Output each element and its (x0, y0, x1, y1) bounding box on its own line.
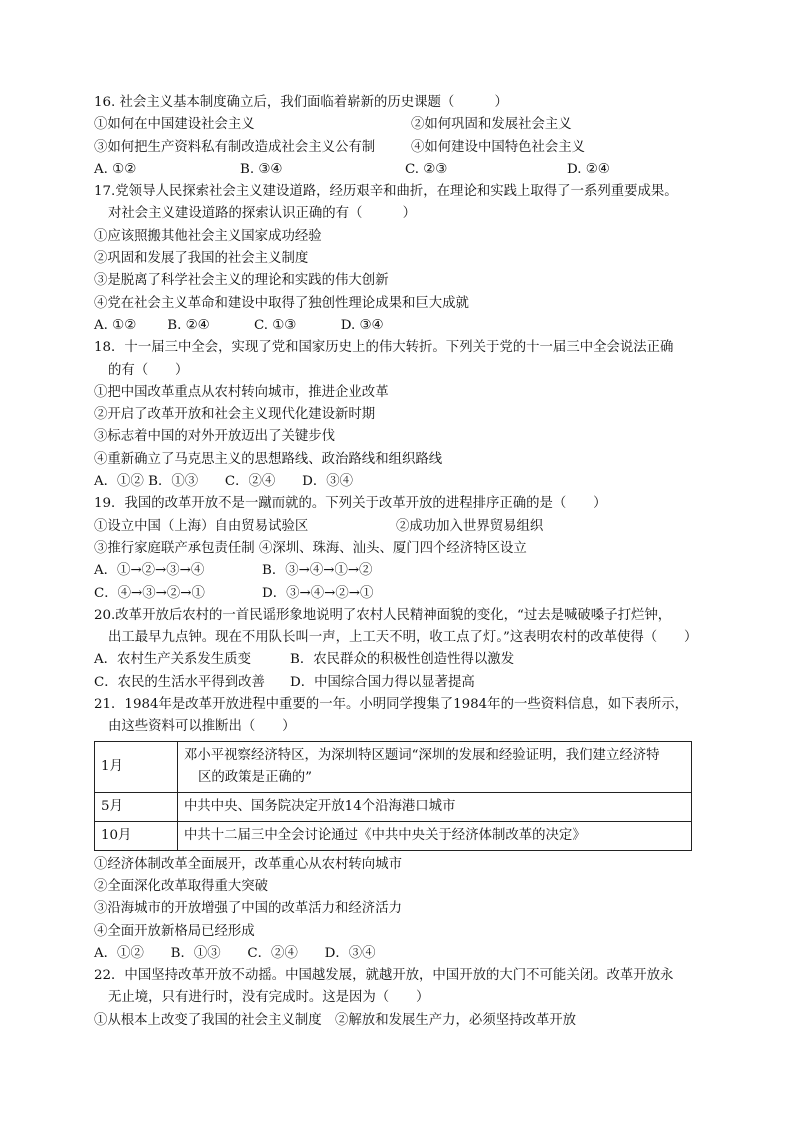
q17-choices: A. ①② B. ②④ C. ①③ D. ③④ (94, 317, 384, 333)
q20-choices-row1 (0, 649, 794, 671)
q18-choices: A．①② B．①③ C．②④ D．③④ (94, 474, 353, 490)
q19-choices-row2 (0, 583, 794, 605)
table-cell-event-line2: 区的政策是正确的” (198, 769, 312, 785)
q21-table (94, 741, 692, 851)
q19-choice-c: C．④→③→②→① (94, 585, 205, 601)
table-cell-event: 中共中央、国务院决定开放14个沿海港口城市 (178, 792, 692, 821)
q21-opt4: ④全面开放新格局已经形成 (94, 923, 255, 939)
q19-stem: 19．我国的改革开放不是一蹴而就的。下列关于改革开放的进程排序正确的是（ ） (94, 496, 607, 512)
q21-opt3: ③沿海城市的开放增强了中国的改革活力和经济活力 (94, 901, 402, 917)
q16-opt1: ①如何在中国建设社会主义 (94, 117, 255, 133)
q22-options-row1: ①从根本上改变了我国的社会主义制度 ②解放和发展生产力，必须坚持改革开放 (94, 1012, 577, 1028)
q21-opt2: ②全面深化改革取得重大突破 (94, 878, 269, 894)
q21-stem-cont: 由这些资料可以推断出（ ） (108, 719, 296, 735)
q16-choice-a: A. ①② (94, 161, 137, 177)
q19-options-row1 (0, 516, 794, 538)
table-cell-month: 5月 (95, 792, 178, 821)
table-row (95, 741, 692, 792)
q16-options-row1 (0, 114, 794, 136)
q21-choices: A．①② B．①③ C．②④ D．③④ (94, 945, 376, 961)
q19-options-row2: ③推行家庭联产承包责任制 ④深圳、珠海、汕头、厦门四个经济特区设立 (94, 540, 527, 556)
table-cell-event: 中共十二届三中全会讨论通过《中共中央关于经济体制改革的决定》 (178, 821, 692, 850)
q18-stem: 18．十一届三中全会，实现了党和国家历史上的伟大转折。下列关于党的十一届三中全会说法正确 (94, 340, 674, 356)
q20-choice-c: C．农民的生活水平得到改善 (94, 674, 265, 690)
q19-opt1: ①设立中国（上海）自由贸易试验区 (94, 518, 309, 534)
q18-stem-cont: 的有（ ） (108, 362, 189, 378)
q16-opt3: ③如何把生产资料私有制改造成社会主义公有制 (94, 139, 376, 155)
q22-stem-cont: 无止境，只有进行时，没有完成时。这是因为（ ） (108, 990, 430, 1006)
q19-choice-a: A．①→②→③→④ (94, 563, 205, 579)
q16-stem: 16. 社会主义基本制度确立后，我们面临着崭新的历史课题（ ） (94, 95, 508, 110)
q16-choice-b: B. ③④ (240, 161, 283, 177)
q20-choice-d: D．中国综合国力得以显著提高 (290, 674, 475, 690)
q19-choices-row1 (0, 560, 794, 582)
table-cell-month: 1月 (95, 741, 178, 792)
q21-table-wrap (0, 741, 794, 851)
q20-choice-b: B．农民群众的积极性创造性得以激发 (290, 652, 515, 668)
q16-opt2: ②如何巩固和发展社会主义 (411, 117, 572, 133)
q21-stem: 21．1984年是改革开放进程中重要的一年。小明同学搜集了1984年的一些资料信息，如下表所示， (94, 697, 689, 713)
q16-choices (0, 159, 794, 181)
q19-choice-b: B．③→④→①→② (262, 563, 373, 579)
q19-choice-d: D．③→④→②→① (262, 585, 374, 601)
q21-opt1: ①经济体制改革全面展开，改革重心从农村转向城市 (94, 856, 402, 872)
q16-choice-d: D. ②④ (567, 161, 610, 177)
q17-stem: 17.党领导人民探索社会主义建设道路，经历艰辛和曲折，在理论和实践上取得了一系列重要成果。 (94, 184, 678, 200)
question-list (0, 92, 794, 1032)
q18-opt4: ④重新确立了马克思主义的思想路线、政治路线和组织路线 (94, 451, 443, 467)
q20-stem-cont: 出工最早九点钟。现在不用队长叫一声，上工天不明，收工点了灯。”这表明农村的改革使得（ ） (108, 630, 698, 646)
q16-opt4: ④如何建设中国特色社会主义 (411, 139, 586, 155)
table-row (95, 821, 692, 850)
table-cell-event-line1: 邓小平视察经济特区，为深圳特区题词“深圳的发展和经验证明，我们建立经济特 (184, 747, 660, 763)
q18-opt2: ②开启了改革开放和社会主义现代化建设新时期 (94, 407, 376, 423)
q19-opt2: ②成功加入世界贸易组织 (396, 518, 544, 534)
q17-opt3: ③是脱离了科学社会主义的理论和实践的伟大创新 (94, 273, 389, 289)
table-cell-event (178, 741, 692, 792)
q16-options-row2 (0, 137, 794, 159)
q20-choices-row2 (0, 672, 794, 694)
q17-opt1: ①应该照搬其他社会主义国家成功经验 (94, 228, 322, 244)
q17-stem-cont: 对社会主义建设道路的探索认识正确的有（ ） (108, 206, 416, 222)
table-row (95, 792, 692, 821)
q20-choice-a: A．农村生产关系发生质变 (94, 652, 251, 668)
q20-stem: 20.改革开放后农村的一首民谣形象地说明了农村人民精神面貌的变化，“过去是喊破嗓子打烂钟， (94, 607, 672, 623)
q16-choice-c: C. ②③ (405, 161, 448, 177)
table-cell-month: 10月 (95, 821, 178, 850)
q17-opt2: ②巩固和发展了我国的社会主义制度 (94, 251, 309, 267)
q17-opt4: ④党在社会主义革命和建设中取得了独创性理论成果和巨大成就 (94, 295, 469, 311)
q18-opt3: ③标志着中国的对外开放迈出了关键步伐 (94, 429, 336, 445)
q22-stem: 22．中国坚持改革开放不动摇。中国越发展，就越开放，中国开放的大门不可能关闭。改革开放永 (94, 968, 674, 984)
q18-opt1: ①把中国改革重点从农村转向城市，推进企业改革 (94, 384, 389, 400)
